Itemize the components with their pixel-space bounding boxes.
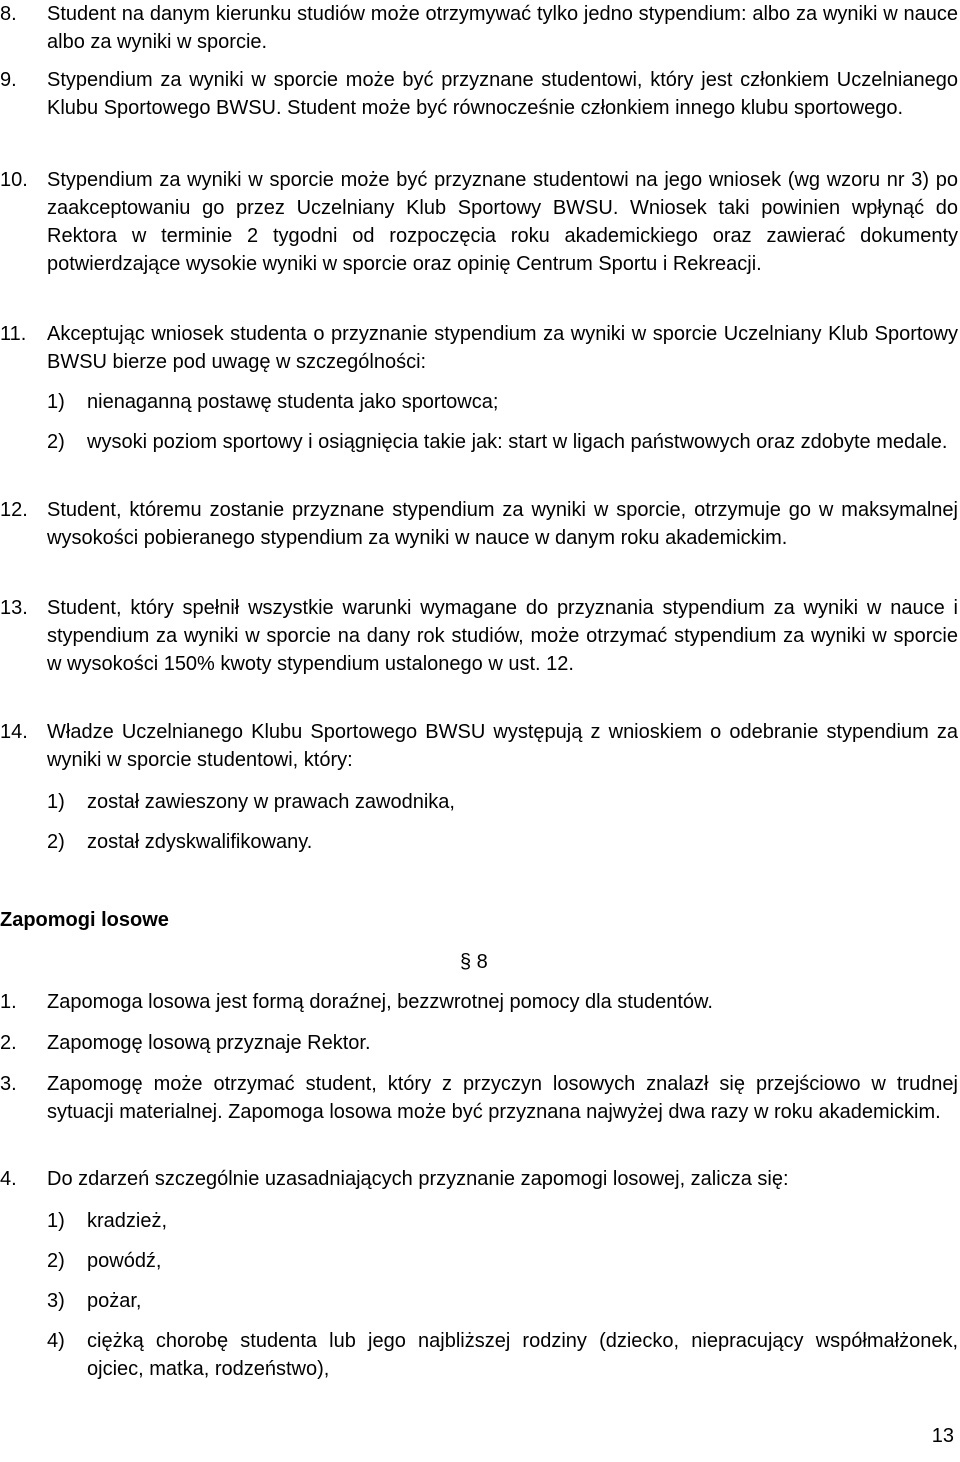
item-text: Stypendium za wyniki w sporcie może być przyznane studentowi, który jest członkiem Uczelnianego Klubu Sportowego BWSU. Student może być równocześnie członkiem innego klubu sportowego. [47, 69, 958, 119]
item-number: 12. [0, 499, 28, 521]
item-number: 13. [0, 597, 28, 619]
item-text: Władze Uczelnianego Klubu Sportowego BWSU występują z wnioskiem o odebranie stypendium za wyniki w sporcie studentowi, który: [47, 721, 958, 771]
item-text: Student, któremu zostanie przyznane stypendium za wyniki w sporcie, otrzymuje go w maksymalnej wysokości pobieranego stypendium za wyniki w nauce w danym roku akademickim. [47, 499, 958, 549]
item-text: Student, który spełnił wszystkie warunki wymagane do przyznania stypendium za wyniki w nauce i stypendium za wyniki w sporcie na dany rok studiów, może otrzymać stypendium za wyniki w sporcie w wysokości 150% kwoty stypendium ustalonego w ust. 12. [47, 597, 958, 675]
sub-item-text: nienaganną postawę studenta jako sportowca; [87, 391, 499, 413]
sub-item-text: wysoki poziom sportowy i osiągnięcia takie jak: start w ligach państwowych oraz zdobyte medale. [87, 431, 948, 453]
list-item [0, 1070, 958, 1126]
list-item [0, 166, 958, 278]
sub-list-item [47, 788, 958, 816]
sub-item-number: 1) [47, 791, 65, 813]
list-item [0, 66, 958, 122]
item-number: 4. [0, 1168, 17, 1190]
sub-item-text: został zdyskwalifikowany. [87, 831, 313, 853]
item-text: Student na danym kierunku studiów może otrzymywać tylko jedno stypendium: albo za wyniki w nauce albo za wyniki w sporcie. [47, 3, 958, 53]
sub-item-text: kradzież, [87, 1210, 168, 1232]
list-item [0, 594, 958, 678]
page-number: 13 [931, 1425, 954, 1447]
item-number: 11. [0, 323, 27, 345]
sub-item-number: 1) [47, 391, 65, 413]
sub-item-number: 2) [47, 431, 65, 453]
item-text: Zapomogę może otrzymać student, który z przyczyn losowych znalazł się przejściowo w trudnej sytuacji materialnej. Zapomoga losowa może być przyznana najwyżej dwa razy w roku akademickim. [47, 1073, 958, 1123]
list-item [0, 496, 958, 552]
sub-list-item [47, 388, 958, 416]
sub-item-number: 2) [47, 1250, 65, 1272]
item-number: 14. [0, 721, 28, 743]
sub-item-number: 3) [47, 1290, 65, 1312]
item-number: 2. [0, 1032, 17, 1054]
sub-item-text: pożar, [87, 1290, 142, 1312]
sub-list-item [47, 1287, 958, 1315]
item-text: Stypendium za wyniki w sporcie może być przyznane studentowi na jego wniosek (wg wzoru nr 3) po zaakceptowaniu go przez Uczelniany Klub Sportowy BWSU. Wniosek taki powinien wpłynąć do Rektora w terminie 2 tygodni od rozpoczęcia roku akademickiego oraz zawierać dokumenty potwierdzające wysokie wyniki w sporcie oraz opinię Centrum Sportu i Rekreacji. [47, 169, 958, 275]
item-number: 3. [0, 1073, 17, 1095]
sub-list-item [47, 1247, 958, 1275]
item-text: Do zdarzeń szczególnie uzasadniających przyznanie zapomogi losowej, zalicza się: [47, 1168, 789, 1190]
sub-list-item [47, 428, 958, 456]
sub-item-number: 4) [47, 1330, 65, 1352]
list-item [0, 320, 958, 376]
item-number: 8. [0, 3, 17, 25]
sub-item-number: 2) [47, 831, 65, 853]
sub-list-item [47, 828, 958, 856]
sub-item-text: został zawieszony w prawach zawodnika, [87, 791, 455, 813]
item-number: 10. [0, 169, 28, 191]
sub-item-number: 1) [47, 1210, 65, 1232]
item-text: Zapomogę losową przyznaje Rektor. [47, 1032, 371, 1054]
sub-item-text: ciężką chorobę studenta lub jego najbliższej rodziny (dziecko, niepracujący współmałżonek, ojciec, matka, rodzeństwo), [87, 1330, 958, 1380]
section-heading: Zapomogi losowe [0, 909, 169, 931]
list-item [0, 0, 958, 56]
item-number: 1. [0, 991, 17, 1013]
list-item [0, 1165, 958, 1193]
list-item [0, 988, 958, 1016]
list-item [0, 1029, 958, 1057]
section-number: § 8 [460, 951, 488, 973]
list-item [0, 718, 958, 774]
sub-item-text: powódź, [87, 1250, 162, 1272]
sub-list-item [47, 1207, 958, 1235]
sub-list-item [47, 1327, 958, 1383]
item-text: Zapomoga losowa jest formą doraźnej, bezzwrotnej pomocy dla studentów. [47, 991, 713, 1013]
item-text: Akceptując wniosek studenta o przyznanie stypendium za wyniki w sporcie Uczelniany Klub Sportowy BWSU bierze pod uwagę w szczególności: [47, 323, 958, 373]
item-number: 9. [0, 69, 17, 91]
